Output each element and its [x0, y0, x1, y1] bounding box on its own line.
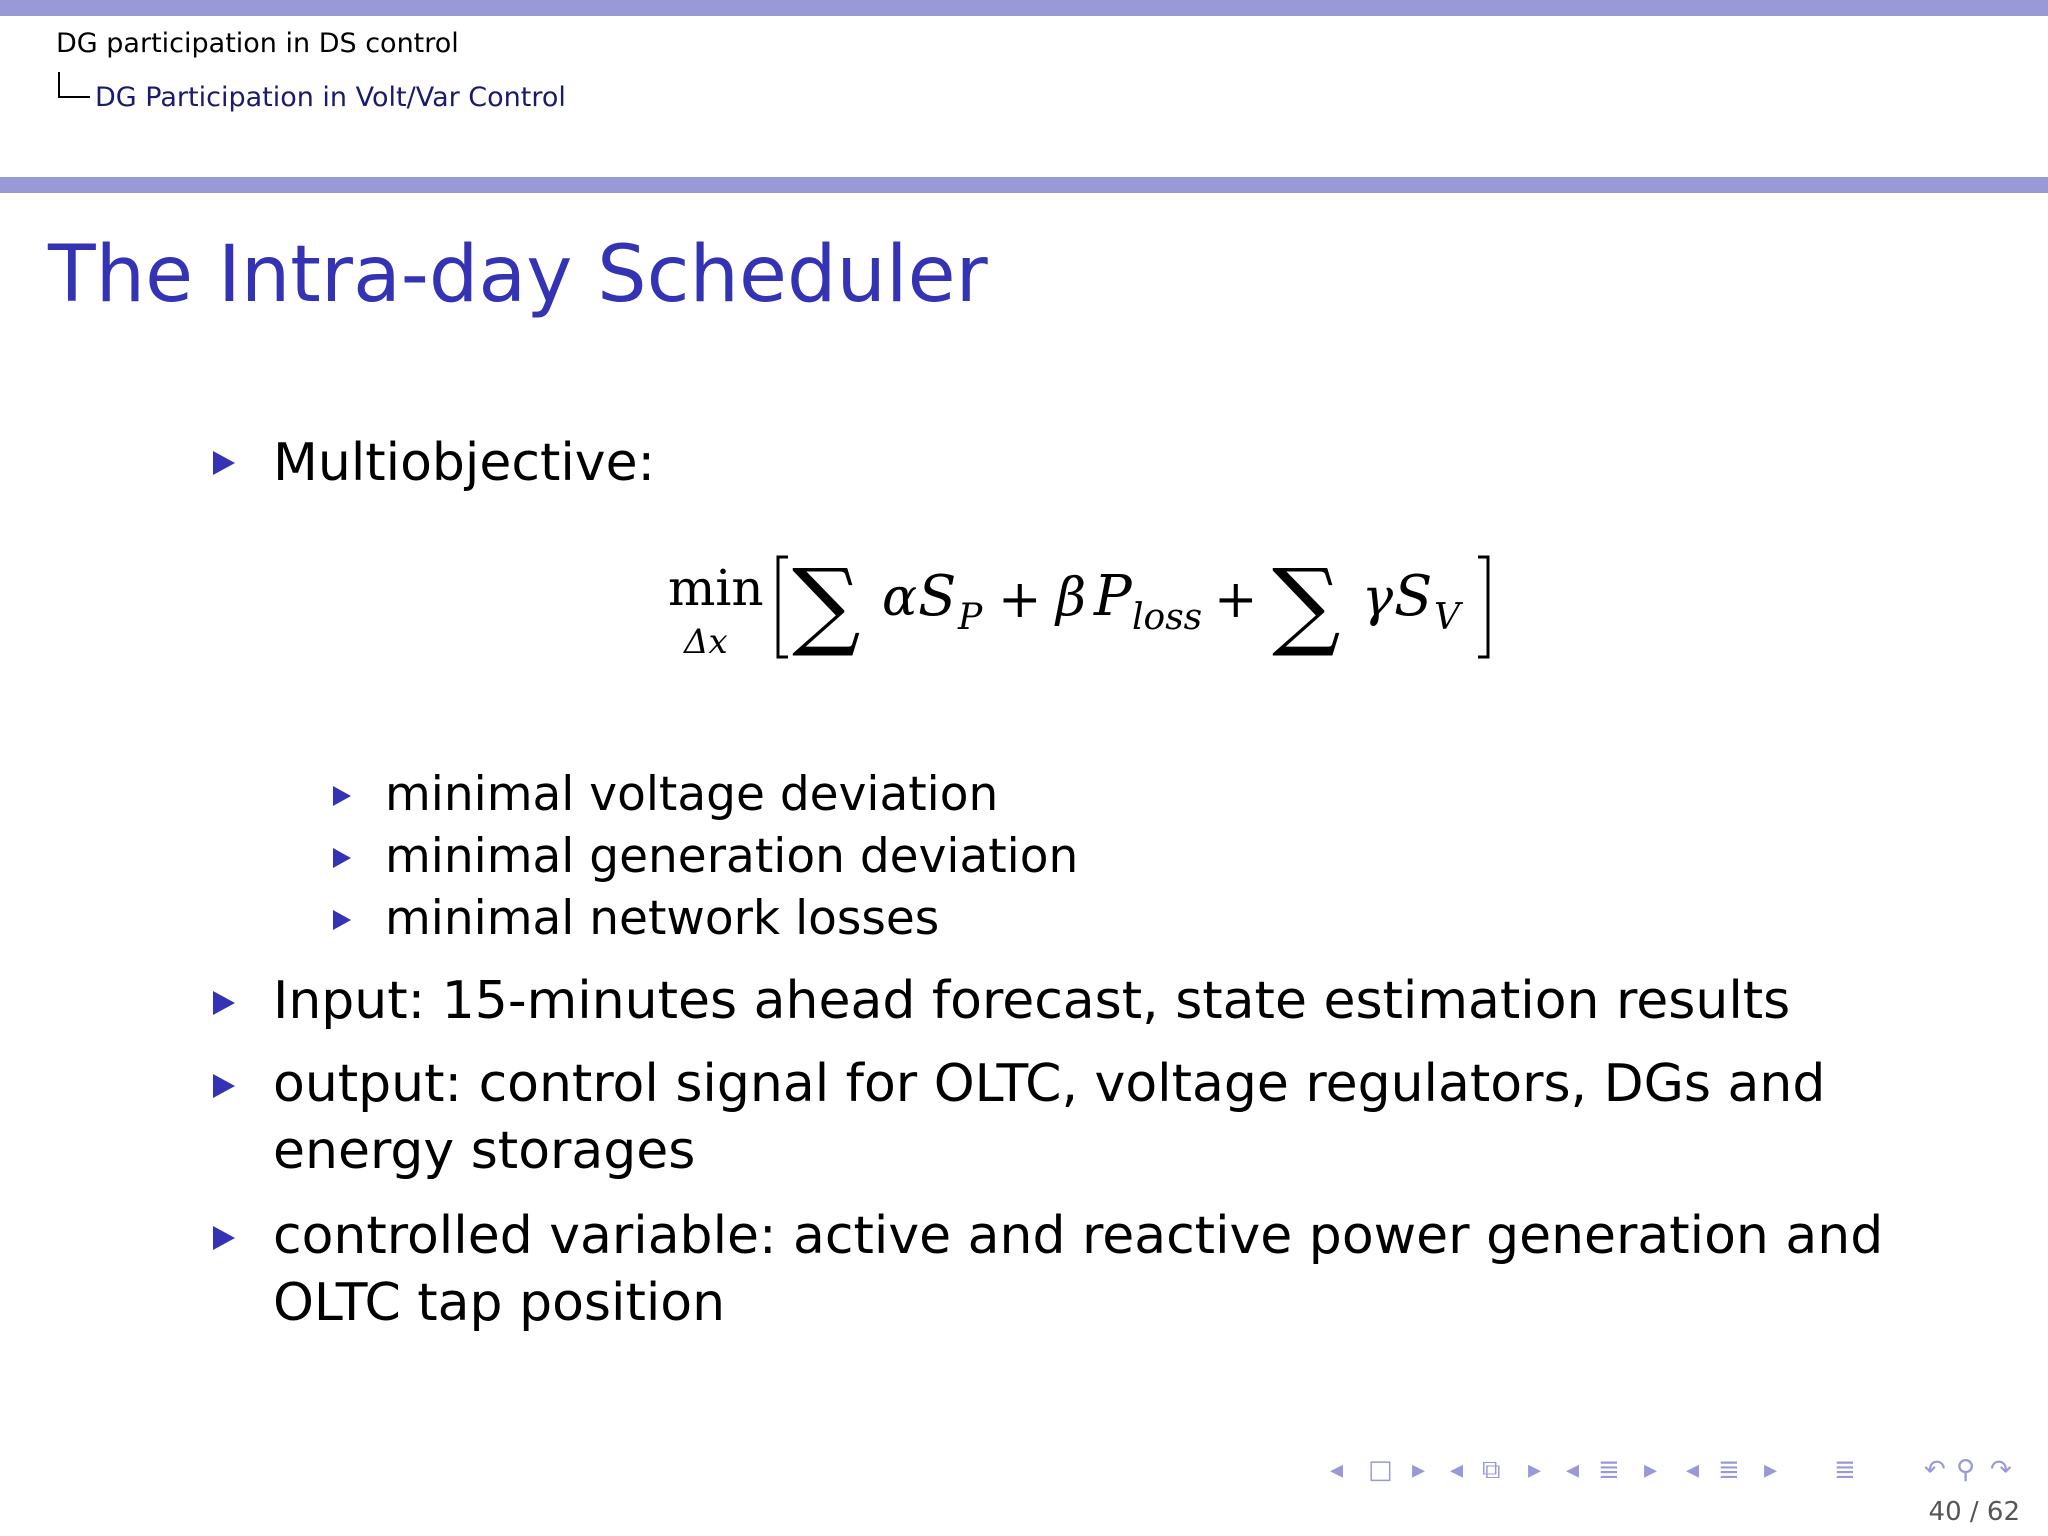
- formula-sum-1: ∑: [792, 548, 861, 660]
- nav-next-section-icon[interactable]: ▸: [1644, 1455, 1658, 1485]
- formula-alpha: α: [882, 568, 918, 628]
- bullet-icon: [213, 1226, 235, 1250]
- objective-formula: [660, 545, 1500, 665]
- nav-subsection-icon[interactable]: ⧉: [1482, 1455, 1501, 1485]
- navigation-bar: [1330, 1455, 2030, 1495]
- item-controlled: controlled variable: active and reactive power generation and: [273, 1206, 1884, 1266]
- page-number: 40 / 62: [1928, 1497, 2020, 1527]
- sub-bullet-icon: [333, 786, 351, 806]
- sub-bullet-icon: [333, 848, 351, 868]
- breadcrumb-section[interactable]: DG participation in DS control: [56, 28, 459, 59]
- bullet-icon: [213, 451, 235, 475]
- subitem-voltage: minimal voltage deviation: [385, 767, 999, 822]
- formula-sv-sub: V: [1434, 597, 1460, 638]
- nav-frame-icon[interactable]: □: [1368, 1455, 1393, 1485]
- formula-gamma: γ: [1362, 568, 1394, 628]
- breadcrumb-subsection[interactable]: DG Participation in Volt/Var Control: [95, 82, 566, 113]
- header-bottom-bar: [0, 177, 2048, 193]
- formula-sv: S: [1394, 564, 1433, 629]
- nav-prev-doc-icon[interactable]: ◂: [1686, 1455, 1700, 1485]
- formula-beta: β: [1056, 568, 1087, 628]
- sub-bullet-icon: [333, 910, 351, 930]
- subitem-losses: minimal network losses: [385, 891, 940, 946]
- nav-prev-subsection-icon[interactable]: ◂: [1450, 1455, 1464, 1485]
- item-controlled-cont: OLTC tap position: [273, 1273, 726, 1333]
- formula-sp: S: [918, 564, 957, 629]
- bullet-icon: [213, 1074, 235, 1098]
- formula-plus-1: +: [998, 570, 1042, 630]
- formula-ploss-sub: loss: [1132, 597, 1203, 638]
- nav-next-frame-icon[interactable]: ▸: [1412, 1455, 1426, 1485]
- formula-plus-2: +: [1214, 570, 1258, 630]
- formula-min-subscript: Δx: [684, 622, 728, 662]
- nav-next-subsection-icon[interactable]: ▸: [1528, 1455, 1542, 1485]
- bullet-icon: [213, 991, 235, 1015]
- formula-ploss: P: [1094, 564, 1132, 629]
- formula-sp-sub: P: [958, 597, 983, 638]
- item-output-cont: energy storages: [273, 1121, 696, 1181]
- formula-left-bracket: [778, 557, 788, 657]
- item-output: output: control signal for OLTC, voltage regulators, DGs and: [273, 1054, 1826, 1114]
- nav-back-icon[interactable]: ↶: [1924, 1455, 1946, 1485]
- breadcrumb-connector: [58, 72, 90, 98]
- nav-forward-icon[interactable]: ↷: [1990, 1455, 2012, 1485]
- item-multiobjective: Multiobjective:: [273, 433, 656, 493]
- nav-appendix-icon[interactable]: ≣: [1834, 1455, 1856, 1485]
- header-top-bar: [0, 0, 2048, 16]
- nav-prev-section-icon[interactable]: ◂: [1566, 1455, 1580, 1485]
- formula-right-bracket: [1478, 557, 1488, 657]
- nav-search-icon[interactable]: ⚲: [1956, 1455, 1976, 1485]
- formula-sum-2: ∑: [1272, 548, 1341, 660]
- nav-doc-icon[interactable]: ≣: [1718, 1455, 1740, 1485]
- item-input: Input: 15-minutes ahead forecast, state estimation results: [273, 971, 1791, 1031]
- nav-section-icon[interactable]: ≣: [1598, 1455, 1620, 1485]
- nav-next-doc-icon[interactable]: ▸: [1764, 1455, 1778, 1485]
- formula-min: min: [668, 559, 764, 617]
- nav-prev-frame-icon[interactable]: ◂: [1330, 1455, 1344, 1485]
- subitem-generation: minimal generation deviation: [385, 829, 1079, 884]
- slide-title: The Intra-day Scheduler: [48, 230, 988, 320]
